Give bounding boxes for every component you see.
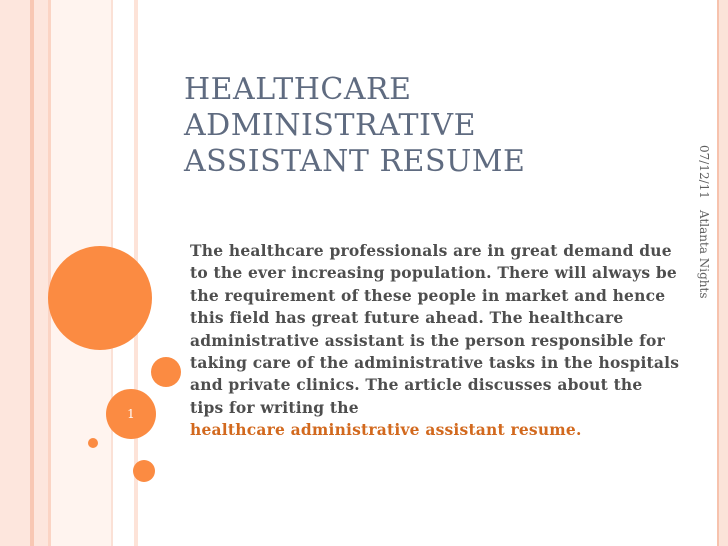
decorative-circle-large (48, 246, 152, 350)
decorative-circle-tiny (88, 438, 98, 448)
decorative-circle-medium (151, 357, 181, 387)
slide-date: 07/12/11 (697, 145, 711, 199)
slide-footer: Atlanta Nights (697, 210, 711, 299)
slide-body (190, 240, 680, 442)
title-line: ADMINISTRATIVE (184, 108, 476, 143)
left-stripe (0, 0, 30, 546)
slide-number-badge (106, 389, 156, 439)
body-paragraph: The healthcare professionals are in great demand due to the ever increasing population. There will always be the requirement of these people in market and hence this field has great future ahead. The healthcare administrative assistant is the person responsible for taking care of the administrative tasks in the hospitals and private clinics. The article discusses about the tips for writing the (190, 241, 680, 417)
right-stripe (717, 0, 719, 546)
title-line: ASSISTANT RESUME (184, 144, 526, 179)
slide-title (184, 72, 644, 180)
resume-link[interactable]: healthcare administrative assistant resume. (190, 420, 582, 440)
left-stripe (34, 0, 48, 546)
right-stripe (719, 0, 728, 546)
slide-number: 1 (127, 407, 135, 421)
title-line: HEALTHCARE (184, 72, 412, 107)
decorative-circle-small (133, 460, 155, 482)
